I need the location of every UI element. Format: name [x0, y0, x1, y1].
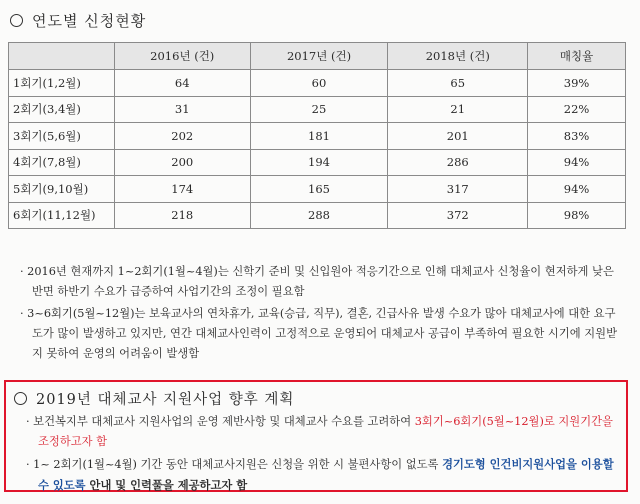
table-cell: 201: [388, 123, 528, 150]
table-header-cell: 2017년 (건): [250, 43, 388, 70]
table-cell: 372: [388, 202, 528, 229]
table-row: [9, 96, 626, 123]
table-cell: 288: [250, 202, 388, 229]
table-row: [9, 176, 626, 203]
table-cell: 64: [114, 70, 250, 97]
table-cell: 286: [388, 149, 528, 176]
section-heading-yearly-status: 연도별 신청현황: [10, 10, 146, 31]
note-item: · 2016년 현재까지 1~2회기(1월~4월)는 신학기 준비 및 신입원아 적응기간으로 인해 대체교사 신청율이 현저하게 낮은 반면 하반기 수요가 급증하여 사업기간의 조정이 필요함: [20, 265, 614, 298]
table-cell: 218: [114, 202, 250, 229]
table-row: [9, 149, 626, 176]
table-cell: 98%: [528, 202, 626, 229]
table-cell: 22%: [528, 96, 626, 123]
table-header-cell: [9, 43, 115, 70]
table-cell: 1회기(1,2월): [9, 70, 115, 97]
table-cell: 200: [114, 149, 250, 176]
table-cell: 194: [250, 149, 388, 176]
table-cell: 94%: [528, 176, 626, 203]
section-heading-future-plan: 2019년 대체교사 지원사업 향후 계획: [14, 388, 294, 409]
table-cell: 21: [388, 96, 528, 123]
table-cell: 2회기(3,4월): [9, 96, 115, 123]
table-cell: 181: [250, 123, 388, 150]
table-cell: 65: [388, 70, 528, 97]
future-plan-box: [4, 380, 628, 492]
table-header-cell: 매칭율: [528, 43, 626, 70]
table-cell: 94%: [528, 149, 626, 176]
table-row: [9, 123, 626, 150]
highlight-blue-text: 경기도형 인건비지원사업을 이용할 수 있도록: [38, 457, 614, 492]
table-cell: 165: [250, 176, 388, 203]
table-cell: 31: [114, 96, 250, 123]
notes-list: [20, 262, 626, 366]
table-cell: 25: [250, 96, 388, 123]
table-cell: 202: [114, 123, 250, 150]
table-row: [9, 70, 626, 97]
table-cell: 4회기(7,8월): [9, 149, 115, 176]
table-cell: 174: [114, 176, 250, 203]
circle-bullet-icon: [10, 14, 23, 27]
table-cell: 83%: [528, 123, 626, 150]
table-cell: 60: [250, 70, 388, 97]
plan-list: [26, 412, 622, 498]
table-cell: 5회기(9,10월): [9, 176, 115, 203]
table-header-cell: 2018년 (건): [388, 43, 528, 70]
circle-bullet-icon: [14, 392, 27, 405]
table-header-cell: 2016년 (건): [114, 43, 250, 70]
table-header-row: [9, 43, 626, 70]
table-row: [9, 202, 626, 229]
plan-item: · 보건복지부 대체교사 지원사업의 운영 제반사항 및 대체교사 수요를 고려하여 3회기~6회기(5월~12월)로 지원기간을 조정하고자 함: [26, 415, 613, 448]
application-status-table: [8, 42, 626, 229]
table-cell: 317: [388, 176, 528, 203]
plan-item: · 1~ 2회기(1월~4월) 기간 동안 대체교사지원은 신청을 위한 시 불편사항이 없도록 경기도형 인건비지원사업을 이용할 수 있도록 안내 및 인력풀을 제공하고자 함: [26, 457, 614, 492]
table-cell: 39%: [528, 70, 626, 97]
note-item: · 3~6회기(5월~12월)는 보육교사의 연차휴가, 교육(승급, 직무), 결혼, 긴급사유 발생 수요가 많아 대체교사에 대한 요구도가 많이 발생하고 있지만, 연간 대체교사인력이 고정적으로 운영되어 대체교사 공급이 부족하여 필요한 시기에 지원받지 못하여 운영의 어려움이 발생함: [20, 307, 618, 360]
highlight-red-text: 3회기~6회기(5월~12월)로 지원기간을 조정하고자 함: [38, 415, 613, 448]
table-cell: 3회기(5,6월): [9, 123, 115, 150]
table-cell: 6회기(11,12월): [9, 202, 115, 229]
